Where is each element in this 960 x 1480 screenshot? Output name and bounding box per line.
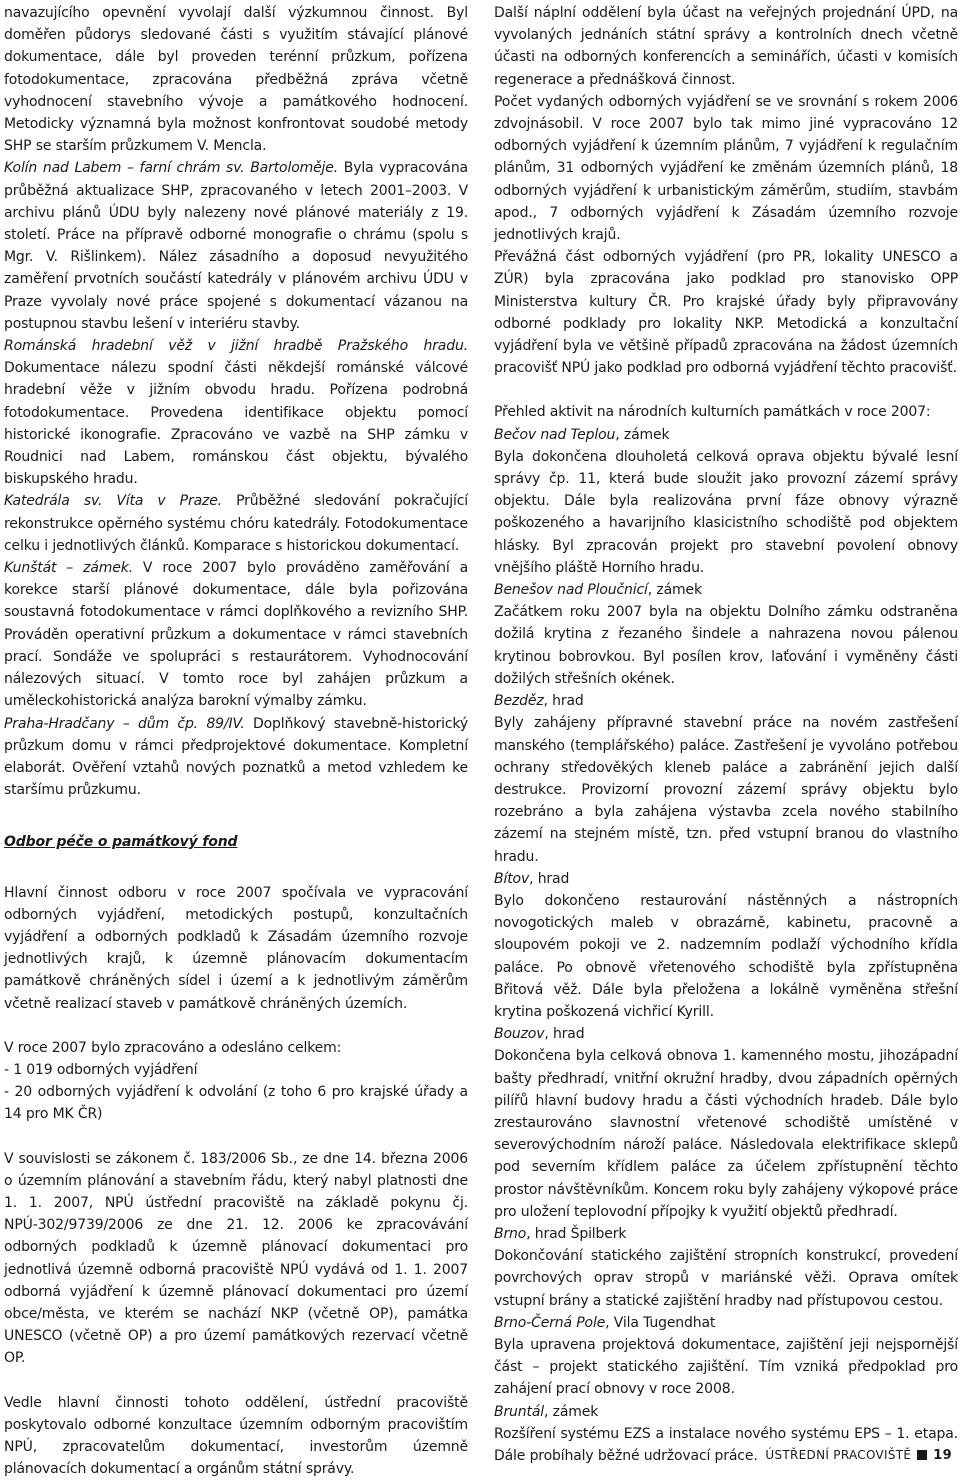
- praha-title: Praha-Hradčany – dům čp. 89/IV.: [4, 715, 245, 732]
- section-heading: Odbor péče o památkový fond: [4, 834, 238, 851]
- page-footer: [765, 1445, 952, 1465]
- entry-text: Byla upravena projektová dokumentace, zajištění jeji nejspornější část – projekt statického zajištění. Tím vzniká předpoklad pro zahájení prací obnovy v roce 2008.: [494, 1336, 958, 1398]
- paragraph-kunstat: [4, 557, 468, 712]
- footer-label: ÚSTŘEDNÍ PRACOVIŠTĚ: [765, 1448, 912, 1462]
- roudnice-title: Románská hradební věž v jižní hradbě Pražského hradu.: [4, 338, 468, 355]
- page-number: 19: [933, 1447, 952, 1463]
- paragraph-vedle: Vedle hlavní činnosti tohoto oddělení, ústřední pracoviště poskytovalo odborné konzultace územním odborným pracovištím NPÚ, zpracovatelům dokumentací, investorům územně plánovacích dokumentací a orgánům státní správy.: [4, 1394, 468, 1478]
- entry-heading: [494, 868, 958, 890]
- paragraph-souvislost: V souvislosti se zákonem č. 183/2006 Sb., ze dne 14. března 2006 o územním plánování a stavebním řádu, který nabyl platnosti dne 1. 1. 2007, NPÚ ústřední pracoviště na základě pokynu čj. NPÚ-302/9739/2006 ze dne 21. 12. 2006 ke zpracovávání odborných podkladů k územně plánovací dokumentaci pro jednotlivá územně odborná pracoviště NPÚ vydává od 1. 1. 2007 odborná vyjádření k územně plánovací dokumentaci pro území obce/města, ve kterém se nachází NKP (včetně OP), památka UNESCO (včetně OP) a pro území památkových rezervací včetně OP.: [4, 1150, 468, 1367]
- paragraph-praha: [4, 713, 468, 802]
- monument-entries: [494, 424, 958, 1468]
- paragraph-pocet: Počet vydaných odborných vyjádření se ve srovnání s rokem 2006 zdvojnásobil. V roce 2007 bylo tak mimo jiné vypracováno 12 odborných vyjádření k územním plánům, 7 vyjádření k regulačním plánům, 31 odborných vyjádření ke změnám územních plánů, 18 odborných vyjádření k urbanistickým záměrům, studiím, stavbám apod., 7 odborných vyjádření k Zásadám územního rozvoje jednotlivých krajů.: [494, 93, 958, 244]
- entry-text: Dokončena byla celková obnova 1. kamenného mostu, jihozápadní bašty předhradí, vnitřní okružní hradby, dvou západních opěrných pilířů hlavní budovy hradu a části východních hradeb. Dále bylo zrestaurováno slavnostní vřetenové schodiště umístěné v severovýchodním nároží paláce. Následovala elektrifikace sklepů pod severním křídlem paláce za účelem zpřístupnění těchto prostor návštěvníkům. Koncem roku byly zahájeny výkopové práce pro uložení teplovodní přípojky k využití objektů předhradí.: [494, 1048, 958, 1220]
- entry-heading: [494, 1223, 958, 1245]
- entry-text: Bylo dokončeno restaurování nástěnných a nástropních novogotických maleb v obrazárně, kabinetu, pracovně a sloupovém pokoji ve 2. nadzemním podlaží východního křídla paláce. Po obnově vřetenového schodiště byla zpřístupněna Břitová věž. Dále byla přeložena a lokálně vyměněna střešní krytina poškozená vichřicí Kyrill.: [494, 892, 958, 1020]
- list-item: - 1 019 odborných vyjádření: [4, 1061, 198, 1078]
- entry-type: , zámek: [615, 426, 670, 443]
- roudnice-text: Dokumentace nálezu spodní části někdejší románské válcové hradební věže v jižním obvodu hradu. Pořízena podrobná fotodokumentace. Provedena identifikace objektu pomocí historické ikonografie. Zpracováno ve vazbě na SHP zámku v Roudnici nad Labem, románskou část objektu, bývalého biskupského hradu.: [4, 360, 468, 488]
- katedrala-title: Katedrála sv. Víta v Praze.: [4, 493, 222, 510]
- entry-title: Bítov: [494, 870, 530, 887]
- entry-title: Benešov nad Ploučnicí: [494, 582, 648, 599]
- entry-type: , hrad: [544, 1026, 585, 1043]
- paragraph-hlavni: Hlavní činnost odboru v roce 2007 spočívala ve vypracování odborných vyjádření, metodických postupů, konzultačních vyjádření a odborných podkladů k Zásadám územního rozvoje jednotlivých krajů, k územně plánovacím dokumentacím památkově chráněných sídel i území a k jednotlivým záměrům včetně realizací staveb v památkově chráněných územích.: [4, 884, 468, 1012]
- paragraph-zpracovano: V roce 2007 bylo zpracováno a odesláno celkem:: [4, 1039, 342, 1056]
- praha-text: Doplňkový stavebně-historický průzkum domu v rámci předprojektové dokumentace. Kompletní elaborát. Ověření vztahů nových poznatků a metod vzhledem ke staršímu průzkumu.: [4, 715, 468, 799]
- entry-title: Brno-Černá Pole: [494, 1314, 606, 1331]
- paragraph-roudnice: [4, 335, 468, 490]
- entry-text: Začátkem roku 2007 byla na objektu Dolního zámku odstraněna dožilá krytina z řezaného šindele a nahrazena novou pálenou krytinou bobrovkou. Byl posílen krov, laťování i vyměněny části dožilých střešních okének.: [494, 604, 958, 687]
- paragraph-katedrala: [4, 490, 468, 557]
- entry-type: , Vila Tugendhat: [605, 1314, 716, 1331]
- entry-text: Byly zahájeny přípravné stavební práce na novém zastřešení manského (templářského) paláce. Zastřešení je vyvoláno potřebou ochrany středověkých kleneb paláce a zabránění jejich další destrukce. Provizorní provozní zázemí správy objektu bylo rozebráno a byla zahájena výstavba zcela nového stabilního zázemí na stejném místě, tzn. před vstupní branou do vlastního hradu.: [494, 715, 958, 865]
- entry-title: Brno: [494, 1225, 527, 1242]
- paragraph-dalsi: Další náplní oddělení byla účast na veřejných projednání ÚPD, na vyvolaných jednáních státní správy a kontrolních dnech včetně účasti na odborných konferencích a seminářích, účasti v komisích regenerace a přednášková činnost.: [494, 5, 958, 88]
- katedrala-text: Průběžné sledování pokračující rekonstrukce opěrného systému chóru katedrály. Fotodokumentace celku i jednotlivých článků. Komparace s historickou dokumentací.: [4, 493, 469, 554]
- entry-heading: [494, 1401, 958, 1423]
- entry-type: , hrad: [543, 693, 584, 710]
- paragraph-kolin: [4, 157, 468, 335]
- entry-type: , hrad Špilberk: [526, 1225, 627, 1242]
- square-icon: [917, 1450, 927, 1460]
- list-item: - 20 odborných vyjádření k odvolání (z toho 6 pro krajské úřady a 14 pro MK ČR): [4, 1084, 468, 1123]
- entry-type: , zámek: [544, 1403, 599, 1420]
- section-heading-wrap: [4, 831, 468, 853]
- entry-heading: [494, 690, 958, 712]
- entry-heading: [494, 424, 958, 446]
- kunstat-text: V roce 2007 bylo prováděno zaměřování a korekce starší plánové dokumentace, dále byla pořizována soustavná fotodokumentace v rámci doplňkového a revizního SHP. Prováděn operativní průzkum a dokumentace v rámci stavebních prací. Sondáže ve spolupráci s restaurátorem. Vyhodnocování nálezových situací. V tomto roce byl zahájen průzkum a uměleckohistorická analýza barokní výmalby zámku.: [4, 560, 468, 710]
- left-column: [4, 2, 468, 1480]
- kolin-text: Byla vypracována průběžná aktualizace SHP, zpracovaného v letech 2001–2003. V archivu plánů ÚDU byly nalezeny nové plánové materiály z 19. století. Práce na přípravě odborné monografie o chrámu (spolu s Mgr. V. Rišlinkem). Nález zásadního a doposud nevyužitého zaměření prvotních součástí katedrály v plánovém archivu ÚDU v Praze vyvolaly nové práce spojené s dokumentací vázanou na postupnou stavbu lešení v interiéru stavby.: [4, 160, 468, 332]
- right-column: [494, 2, 958, 1467]
- entry-heading: [494, 1312, 958, 1334]
- kunstat-title: Kunštát – zámek.: [4, 560, 133, 577]
- paragraph-intro: navazujícího opevnění vyvolají další výzkumnou činnost. Byl doměřen půdorys sledované části s využitím stávající plánové dokumentace, dále byl proveden terénní průzkum, pořízena fotodokumentace, zpracována předběžná zpráva včetně vyhodnocení stavebního vývoje a památkového hodnocení. Metodicky významná byla možnost konfrontovat soudobé metody SHP se starším průzkumem V. Mencla.: [4, 5, 468, 155]
- entry-text: Dokončování statického zajištění stropních konstrukcí, provedení povrchových oprav stropů v mariánské věži. Oprava omítek vstupní brány a statické zajištění hradby nad přístupovou cestou.: [494, 1248, 958, 1309]
- entry-title: Bouzov: [494, 1026, 545, 1043]
- entry-text: Rozšíření systému EZS a instalace nového systému EPS – 1. etapa. Dále probíhaly běžné udržovací práce.: [494, 1425, 958, 1464]
- entry-heading: [494, 1023, 958, 1045]
- entry-type: , hrad: [529, 870, 570, 887]
- entry-text: Byla dokončena dlouholetá celková oprava objektu bývalé lesní správy čp. 11, která bude sloužit jako provozní zázemí správy objektu. Dále byla realizována první fáze obnovy výrazně poškozeného a havarijního klasicistního schodiště pod objektem hlásky. Byl zpracován projekt pro stavební povolení obnovy vnějšího pláště Horního hradu.: [494, 448, 958, 576]
- entry-title: Bruntál: [494, 1403, 545, 1420]
- entry-heading: [494, 579, 958, 601]
- kolin-title: Kolín nad Labem – farní chrám sv. Bartoloměje.: [4, 160, 339, 177]
- entry-title: Bezděz: [494, 693, 544, 710]
- entry-type: , zámek: [647, 582, 702, 599]
- paragraph-prevazna: Převážná část odborných vyjádření (pro PR, lokality UNESCO a ZÚR) byla zpracována jako podklad pro stanovisko OPP Ministerstva kultury ČR. Pro krajské úřady byly připravovány odborné podklady pro lokality NKP. Metodická a konzultační vyjádření byla ve většině případů zpracována na žádost územních pracovišť NPÚ jako podklad pro odborná vyjádření těchto pracovišť.: [494, 249, 958, 377]
- entry-title: Bečov nad Teplou: [494, 426, 616, 443]
- paragraph-prehled: Přehled aktivit na národních kulturních památkách v roce 2007:: [494, 404, 931, 421]
